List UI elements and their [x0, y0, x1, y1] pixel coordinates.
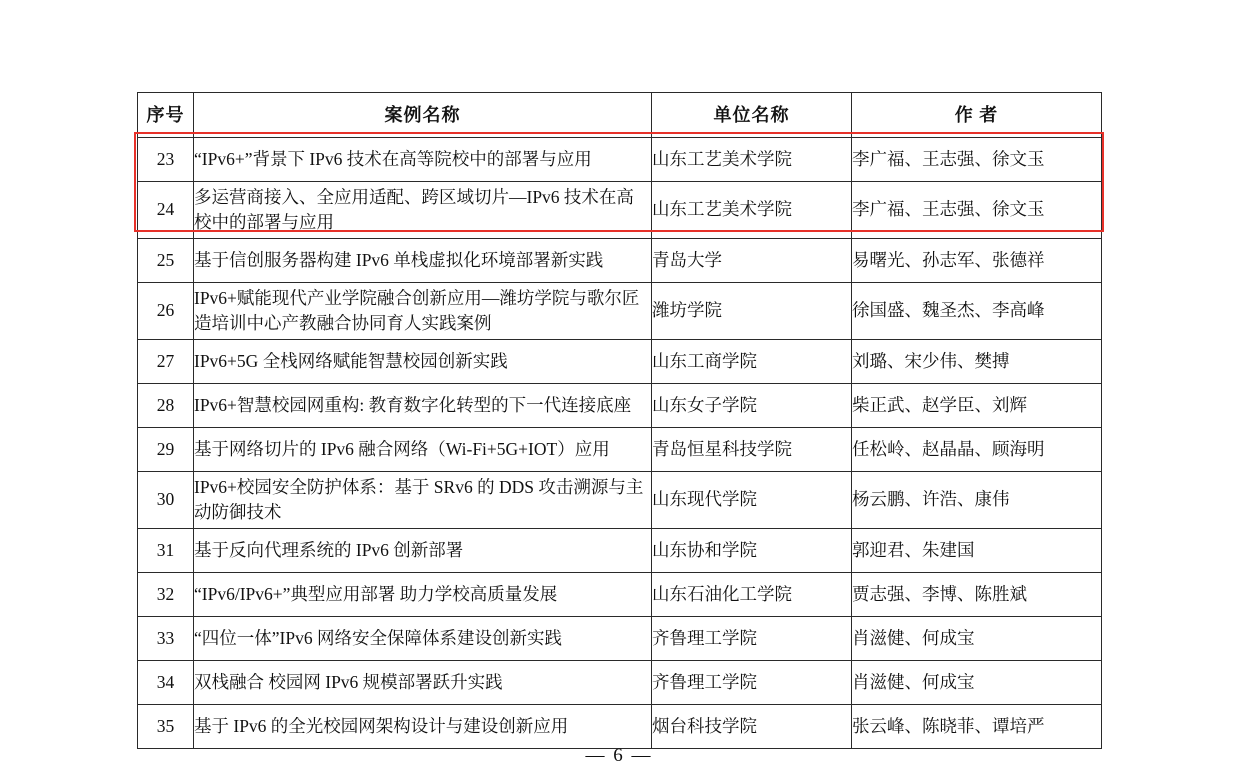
table-row — [138, 340, 1102, 384]
cell-no: 33 — [138, 617, 194, 661]
case-table-container — [137, 92, 1101, 749]
cell-no: 27 — [138, 340, 194, 384]
table-row — [138, 472, 1102, 529]
cell-case-name: IPv6+赋能现代产业学院融合创新应用—潍坊学院与歌尔匠造培训中心产教融合协同育人实践案例 — [194, 283, 652, 340]
cell-author: 任松岭、赵晶晶、顾海明 — [852, 428, 1102, 472]
table-body — [138, 138, 1102, 749]
cell-unit-name: 山东现代学院 — [652, 472, 852, 529]
cell-author: 刘璐、宋少伟、樊搏 — [852, 340, 1102, 384]
column-header-no: 序号 — [138, 93, 194, 138]
cell-unit-name: 山东女子学院 — [652, 384, 852, 428]
table-row — [138, 138, 1102, 182]
cell-no: 31 — [138, 529, 194, 573]
table-row — [138, 661, 1102, 705]
cell-case-name: “四位一体”IPv6 网络安全保障体系建设创新实践 — [194, 617, 652, 661]
column-header-case-name: 案例名称 — [194, 93, 652, 138]
cell-unit-name: 烟台科技学院 — [652, 705, 852, 749]
column-header-unit-name: 单位名称 — [652, 93, 852, 138]
cell-unit-name: 山东协和学院 — [652, 529, 852, 573]
cell-author: 郭迎君、朱建国 — [852, 529, 1102, 573]
cell-author: 肖滋健、何成宝 — [852, 661, 1102, 705]
cell-unit-name: 山东工艺美术学院 — [652, 138, 852, 182]
cell-unit-name: 潍坊学院 — [652, 283, 852, 340]
cell-case-name: IPv6+5G 全栈网络赋能智慧校园创新实践 — [194, 340, 652, 384]
cell-no: 25 — [138, 239, 194, 283]
cell-case-name: 基于信创服务器构建 IPv6 单栈虚拟化环境部署新实践 — [194, 239, 652, 283]
column-header-author: 作 者 — [852, 93, 1102, 138]
cell-author: 李广福、王志强、徐文玉 — [852, 138, 1102, 182]
cell-author: 张云峰、陈晓菲、谭培严 — [852, 705, 1102, 749]
cell-case-name: “IPv6+”背景下 IPv6 技术在高等院校中的部署与应用 — [194, 138, 652, 182]
table-row — [138, 239, 1102, 283]
table-row — [138, 384, 1102, 428]
cell-unit-name: 青岛恒星科技学院 — [652, 428, 852, 472]
table-row — [138, 182, 1102, 239]
cell-no: 24 — [138, 182, 194, 239]
cell-unit-name: 山东工艺美术学院 — [652, 182, 852, 239]
cell-author: 柴正武、赵学臣、刘辉 — [852, 384, 1102, 428]
cell-no: 35 — [138, 705, 194, 749]
cell-no: 29 — [138, 428, 194, 472]
case-table — [137, 92, 1102, 749]
cell-unit-name: 青岛大学 — [652, 239, 852, 283]
cell-author: 易曙光、孙志军、张德祥 — [852, 239, 1102, 283]
cell-no: 23 — [138, 138, 194, 182]
cell-no: 28 — [138, 384, 194, 428]
cell-case-name: “IPv6/IPv6+”典型应用部署 助力学校高质量发展 — [194, 573, 652, 617]
cell-unit-name: 齐鲁理工学院 — [652, 617, 852, 661]
cell-author: 杨云鹏、许浩、康伟 — [852, 472, 1102, 529]
cell-author: 徐国盛、魏圣杰、李高峰 — [852, 283, 1102, 340]
cell-no: 32 — [138, 573, 194, 617]
cell-case-name: 双栈融合 校园网 IPv6 规模部署跃升实践 — [194, 661, 652, 705]
cell-author: 李广福、王志强、徐文玉 — [852, 182, 1102, 239]
cell-case-name: 基于 IPv6 的全光校园网架构设计与建设创新应用 — [194, 705, 652, 749]
cell-case-name: 基于网络切片的 IPv6 融合网络（Wi-Fi+5G+IOT）应用 — [194, 428, 652, 472]
table-header-row — [138, 93, 1102, 138]
cell-case-name: IPv6+智慧校园网重构: 教育数字化转型的下一代连接底座 — [194, 384, 652, 428]
cell-author: 贾志强、李博、陈胜斌 — [852, 573, 1102, 617]
table-row — [138, 573, 1102, 617]
page-number-footer: — 6 — — [585, 745, 653, 766]
cell-no: 34 — [138, 661, 194, 705]
table-row — [138, 283, 1102, 340]
cell-no: 26 — [138, 283, 194, 340]
cell-unit-name: 齐鲁理工学院 — [652, 661, 852, 705]
cell-case-name: IPv6+校园安全防护体系：基于 SRv6 的 DDS 攻击溯源与主动防御技术 — [194, 472, 652, 529]
cell-unit-name: 山东石油化工学院 — [652, 573, 852, 617]
cell-case-name: 基于反向代理系统的 IPv6 创新部署 — [194, 529, 652, 573]
table-row — [138, 428, 1102, 472]
cell-no: 30 — [138, 472, 194, 529]
table-row — [138, 617, 1102, 661]
table-row — [138, 529, 1102, 573]
table-header — [138, 93, 1102, 138]
cell-author: 肖滋健、何成宝 — [852, 617, 1102, 661]
table-row — [138, 705, 1102, 749]
cell-case-name: 多运营商接入、全应用适配、跨区域切片—IPv6 技术在高校中的部署与应用 — [194, 182, 652, 239]
cell-unit-name: 山东工商学院 — [652, 340, 852, 384]
